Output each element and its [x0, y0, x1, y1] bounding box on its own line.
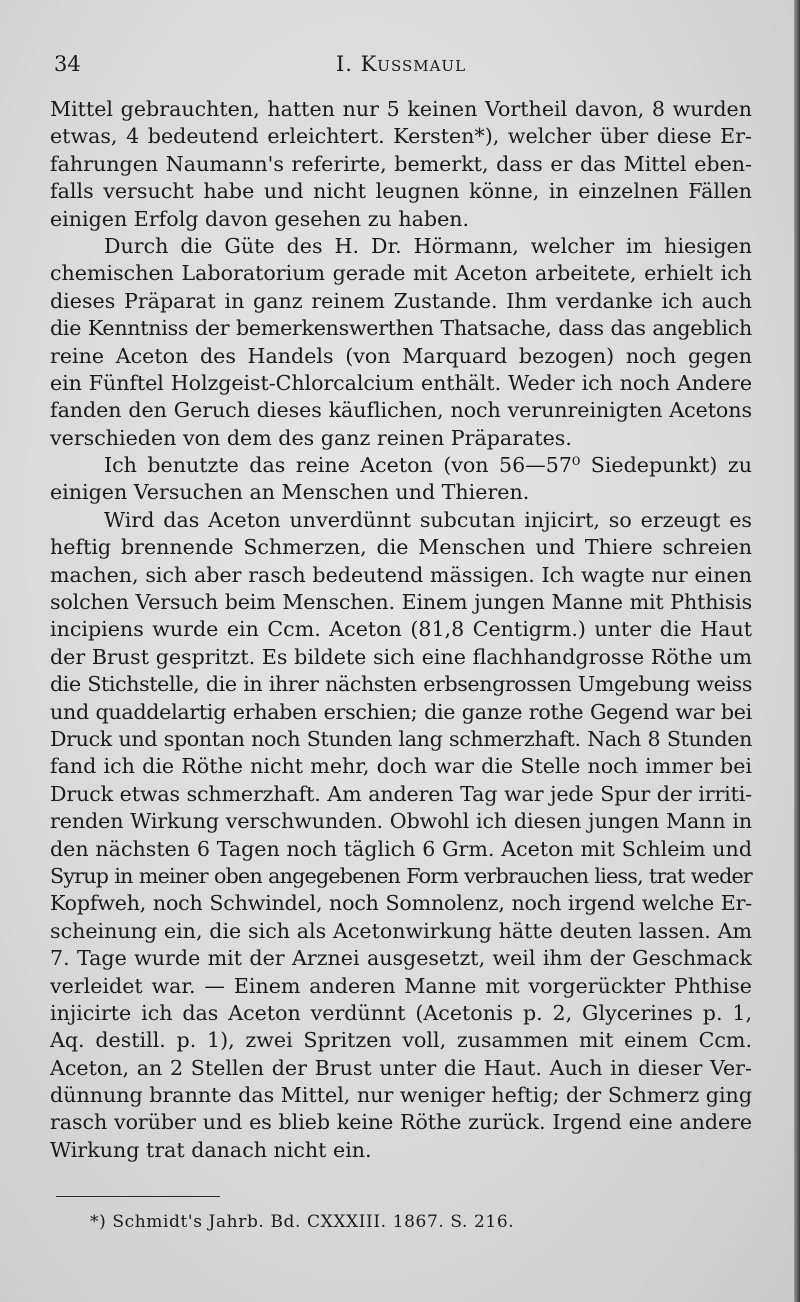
text-line: Wirkung trat danach nicht ein.: [50, 1137, 372, 1162]
page-number: 34: [54, 52, 81, 76]
text-line: injicirte ich das Aceton verdünnt (Acetonis p. 2, Glycerines p. 1,: [50, 1000, 752, 1025]
text-line: scheinung ein, die sich als Acetonwirkung hätte deuten lassen. Am: [50, 918, 752, 943]
text-line: Aq. destill. p. 1), zwei Spritzen voll, zusammen mit einem Ccm.: [50, 1028, 752, 1053]
text-line: Durch die Güte des H. Dr. Hörmann, welcher im hiesigen: [104, 233, 752, 258]
running-title: I. Kussmaul: [335, 52, 467, 76]
text-line: die Kenntniss der bemerkenswerthen Thatsache, dass das angeblich: [50, 316, 752, 341]
footnote-rule: [56, 1196, 220, 1197]
text-line: Syrup in meiner oben angegebenen Form verbrauchen liess, trat weder: [50, 863, 752, 888]
text-line: solchen Versuch beim Menschen. Einem jungen Manne mit Phthisis: [50, 590, 752, 615]
text-line: den nächsten 6 Tagen noch täglich 6 Grm. Aceton mit Schleim und: [50, 836, 752, 861]
text-line: rasch vorüber und es blieb keine Röthe zurück. Irgend eine andere: [50, 1110, 752, 1135]
text-line: Kopfweh, noch Schwindel, noch Somnolenz, noch irgend welche Er-: [50, 891, 752, 916]
text-line: 7. Tage wurde mit der Arznei ausgesetzt, weil ihm der Geschmack: [50, 946, 752, 971]
text-line: etwas, 4 bedeutend erleichtert. Kersten*), welcher über diese Er-: [50, 124, 752, 149]
text-line: verleidet war. — Einem anderen Manne mit vorgerückter Phthise: [50, 973, 752, 998]
text-line: Druck und spontan noch Stunden lang schmerzhaft. Nach 8 Stunden: [50, 726, 752, 751]
page-edge-shadow: [794, 0, 800, 1302]
text-line: einigen Erfolg davon gesehen zu haben.: [50, 206, 470, 231]
text-line: verschieden von dem des ganz reinen Präparates.: [50, 425, 572, 450]
text-line: incipiens wurde ein Ccm. Aceton (81,8 Centigrm.) unter die Haut: [50, 617, 752, 642]
page-header: [54, 52, 748, 82]
text-line: chemischen Laboratorium gerade mit Aceton arbeitete, erhielt ich: [50, 261, 752, 286]
text-line: und quaddelartig erhaben erschien; die ganze rothe Gegend war bei: [50, 699, 752, 724]
text-line: dieses Präparat in ganz reinem Zustande. Ihm verdanke ich auch: [50, 288, 752, 313]
body-text: [50, 96, 752, 1164]
text-line: Mittel gebrauchten, hatten nur 5 keinen Vortheil davon, 8 wurden: [50, 97, 752, 121]
text-line: der Brust gespritzt. Es bildete sich eine flachhandgrosse Röthe um: [50, 644, 752, 669]
text-line: heftig brennende Schmerzen, die Menschen und Thiere schreien: [50, 535, 752, 560]
text-line: fahrungen Naumann's referirte, bemerkt, dass er das Mittel eben-: [50, 151, 752, 176]
text-line: einigen Versuchen an Menschen und Thieren.: [50, 480, 530, 505]
text-line: die Stichstelle, die in ihrer nächsten erbsengrossen Umgebung weiss: [50, 672, 752, 697]
footnote: *) Schmidt's Jahrb. Bd. CXXXIII. 1867. S. 216.: [90, 1212, 515, 1232]
text-line: Aceton, an 2 Stellen der Brust unter die Haut. Auch in dieser Ver-: [50, 1055, 752, 1080]
text-line: reine Aceton des Handels (von Marquard bezogen) noch gegen: [50, 343, 752, 368]
text-line: ein Fünftel Holzgeist-Chlorcalcium enthält. Weder ich noch Andere: [50, 370, 752, 395]
text-line: Wird das Aceton unverdünnt subcutan injicirt, so erzeugt es: [104, 507, 752, 532]
text-line: fand ich die Röthe nicht mehr, doch war die Stelle noch immer bei: [50, 754, 752, 779]
text-line: machen, sich aber rasch bedeutend mässigen. Ich wagte nur einen: [50, 562, 752, 587]
text-line: Druck etwas schmerzhaft. Am anderen Tag war jede Spur der irriti-: [50, 781, 752, 806]
text-line: fanden den Geruch dieses käuflichen, noch verunreinigten Acetons: [50, 398, 752, 423]
text-line: falls versucht habe und nicht leugnen könne, in einzelnen Fällen: [50, 179, 752, 204]
text-line: Ich benutzte das reine Aceton (von 56—57⁰ Siedepunkt) zu: [104, 453, 752, 478]
text-line: dünnung brannte das Mittel, nur weniger heftig; der Schmerz ging: [50, 1083, 752, 1108]
text-line: renden Wirkung verschwunden. Obwohl ich diesen jungen Mann in: [50, 809, 752, 834]
